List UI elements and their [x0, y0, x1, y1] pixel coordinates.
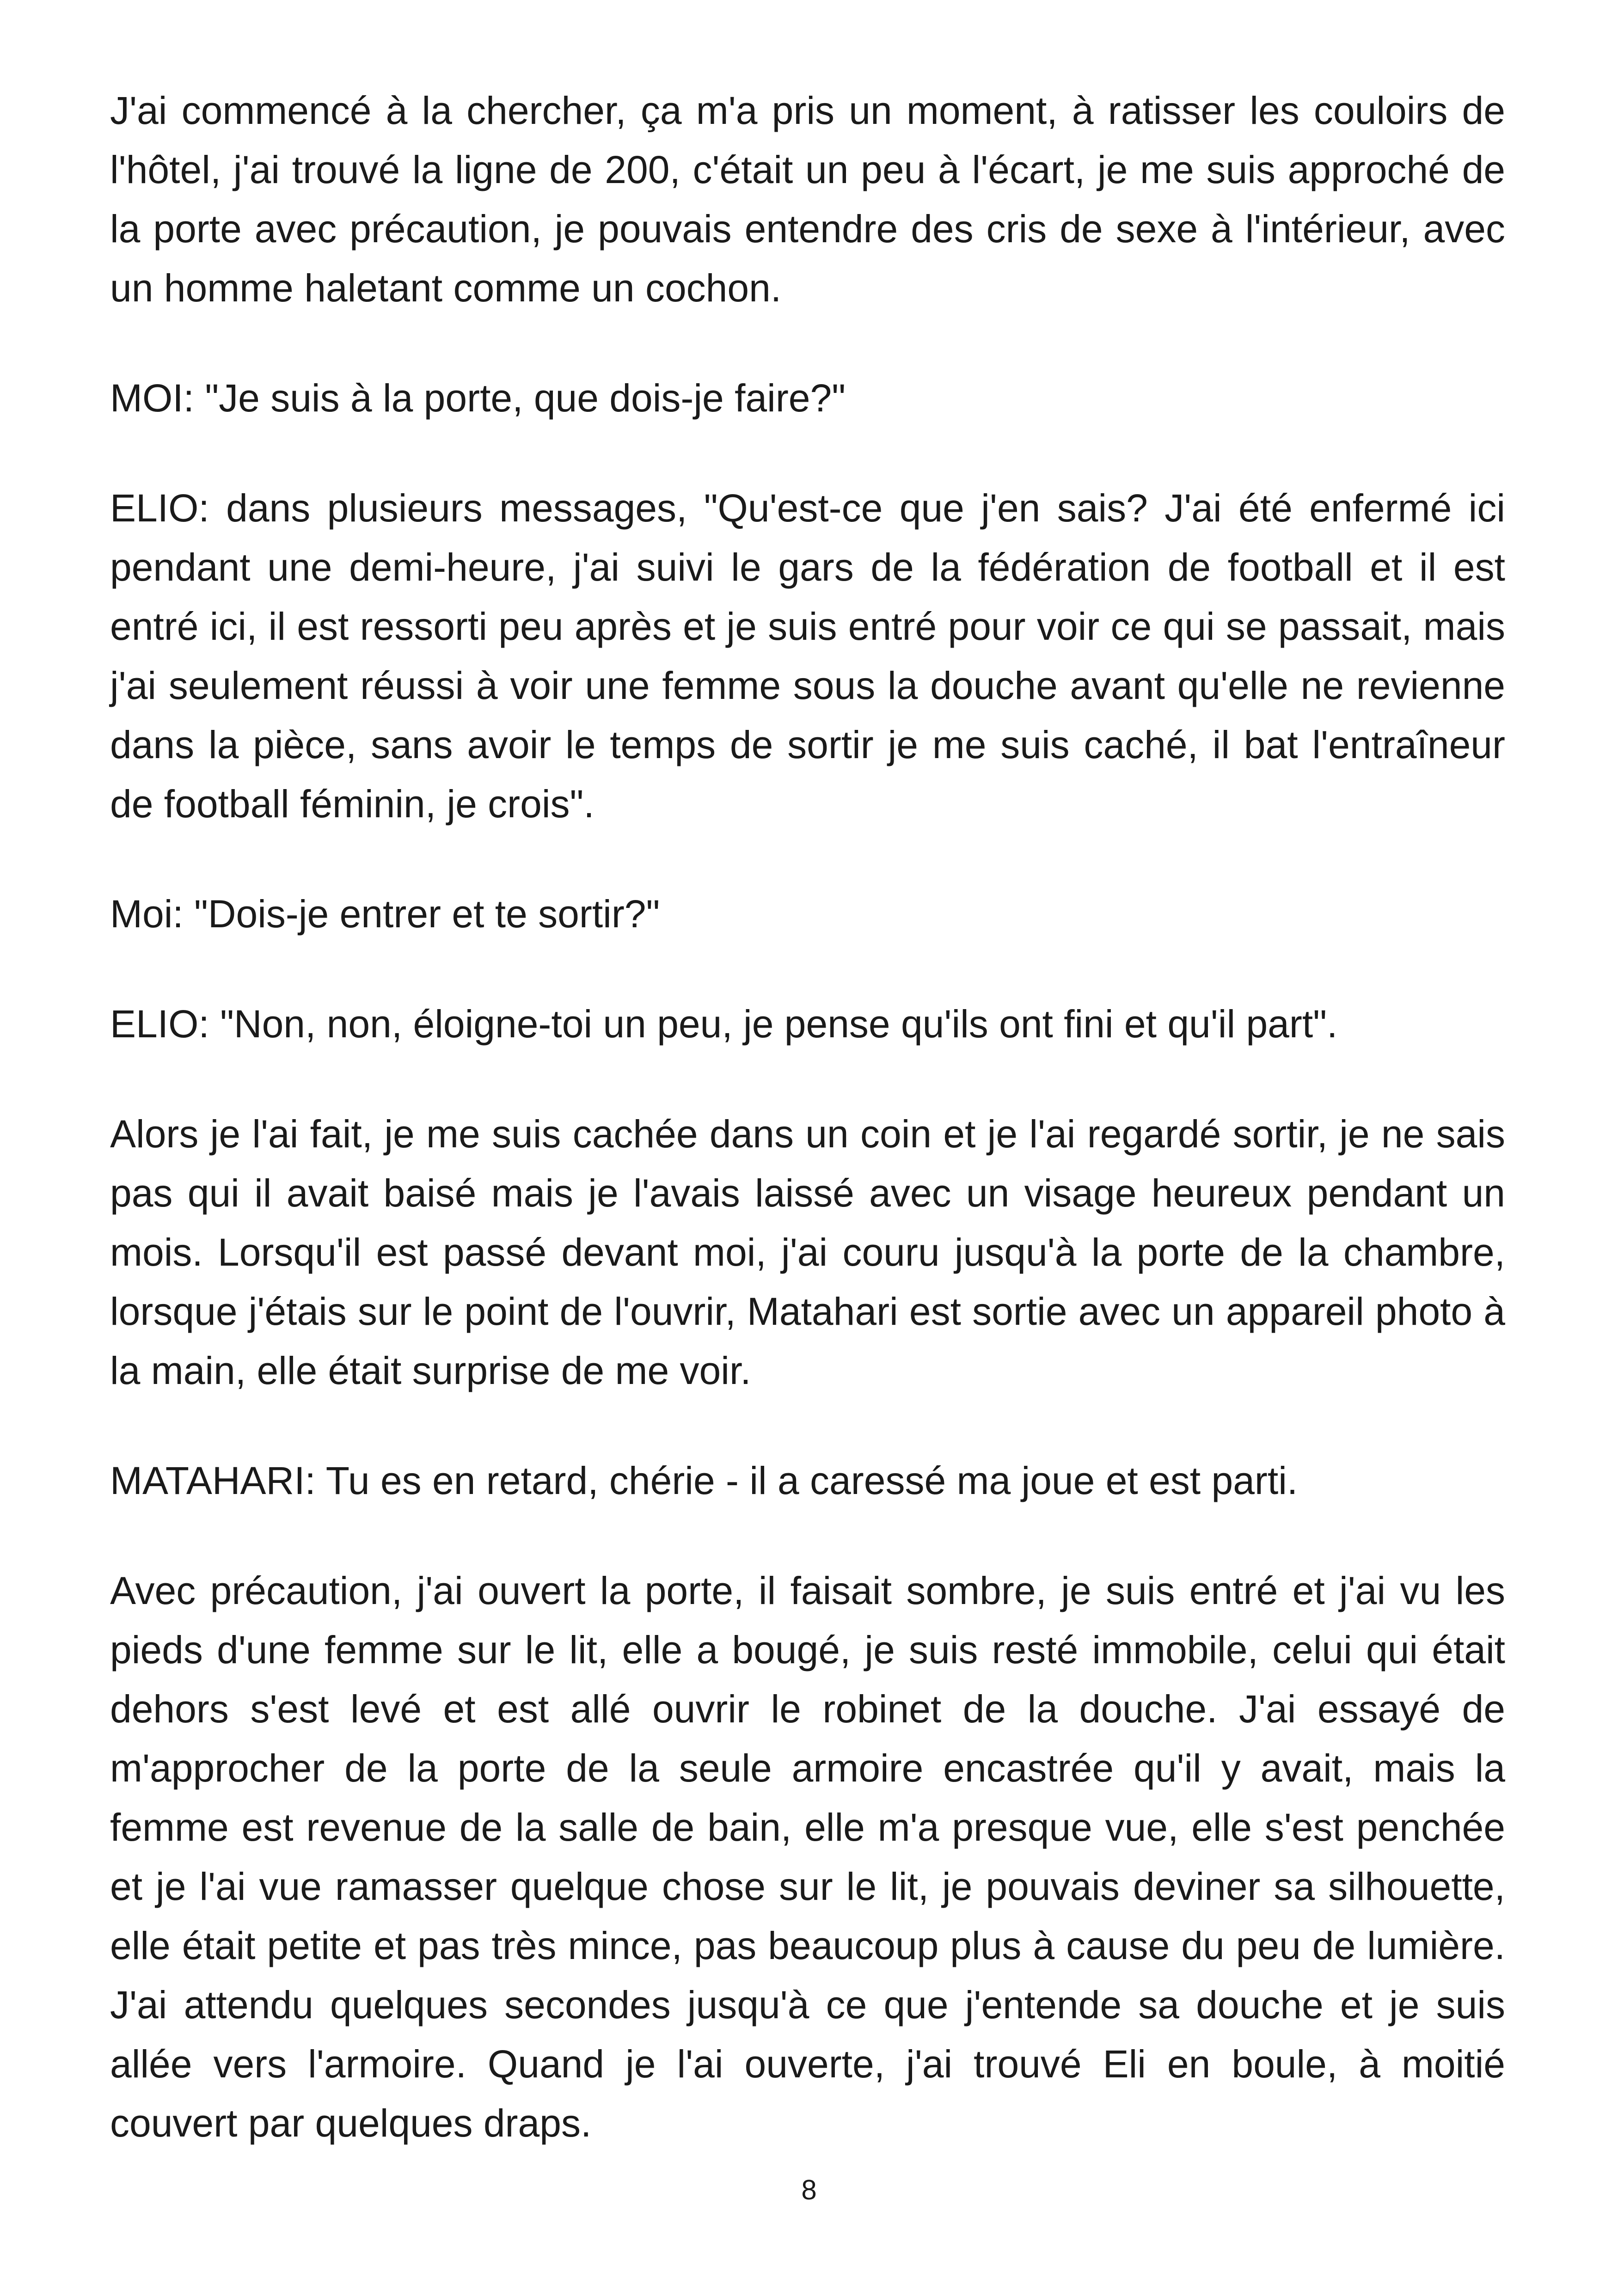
page-number: 8	[801, 2174, 817, 2205]
document-body	[110, 81, 1505, 2204]
paragraph-2: MOI: "Je suis à la porte, que dois-je faire?"	[110, 376, 846, 420]
paragraph-3: ELIO: dans plusieurs messages, "Qu'est-ce que j'en sais? J'ai été enfermé ici pendant une demi-heure, j'ai suivi le gars de la fédération de football et il est entré ici, il est ressorti peu après et je suis entré pour voir ce qui se passait, mais j'ai seulement réussi à voir une femme sous la douche avant qu'elle ne revienne dans la pièce, sans avoir le temps de sortir je me suis caché, il bat l'entraîneur de football féminin, je crois".	[110, 486, 1505, 826]
paragraph-1: J'ai commencé à la chercher, ça m'a pris un moment, à ratisser les couloirs de l'hôtel, j'ai trouvé la ligne de 200, c'était un peu à l'écart, je me suis approché de la porte avec précaution, je pouvais entendre des cris de sexe à l'intérieur, avec un homme haletant comme un cochon.	[110, 89, 1505, 310]
paragraph-5: ELIO: "Non, non, éloigne-toi un peu, je pense qu'ils ont fini et qu'il part".	[110, 1002, 1338, 1046]
paragraph-4: Moi: "Dois-je entrer et te sortir?"	[110, 892, 660, 936]
paragraph-7: MATAHARI: Tu es en retard, chérie - il a caressé ma joue et est parti.	[110, 1459, 1298, 1502]
paragraph-6: Alors je l'ai fait, je me suis cachée dans un coin et je l'ai regardé sortir, je ne sais pas qui il avait baisé mais je l'avais laissé avec un visage heureux pendant un mois. Lorsqu'il est passé devant moi, j'ai couru jusqu'à la porte de la chambre, lorsque j'étais sur le point de l'ouvrir, Matahari est sortie avec un appareil photo à la main, elle était surprise de me voir.	[110, 1112, 1505, 1392]
paragraph-8: Avec précaution, j'ai ouvert la porte, il faisait sombre, je suis entré et j'ai vu les pieds d'une femme sur le lit, elle a bougé, je suis resté immobile, celui qui était dehors s'est levé et est allé ouvrir le robinet de la douche. J'ai essayé de m'approcher de la porte de la seule armoire encastrée qu'il y avait, mais la femme est revenue de la salle de bain, elle m'a presque vue, elle s'est penchée et je l'ai vue ramasser quelque chose sur le lit, je pouvais deviner sa silhouette, elle était petite et pas très mince, pas beaucoup plus à cause du peu de lumière. J'ai attendu quelques secondes jusqu'à ce que j'entende sa douche et je suis allée vers l'armoire. Quand je l'ai ouverte, j'ai trouvé Eli en boule, à moitié couvert par quelques draps.	[110, 1569, 1505, 2145]
